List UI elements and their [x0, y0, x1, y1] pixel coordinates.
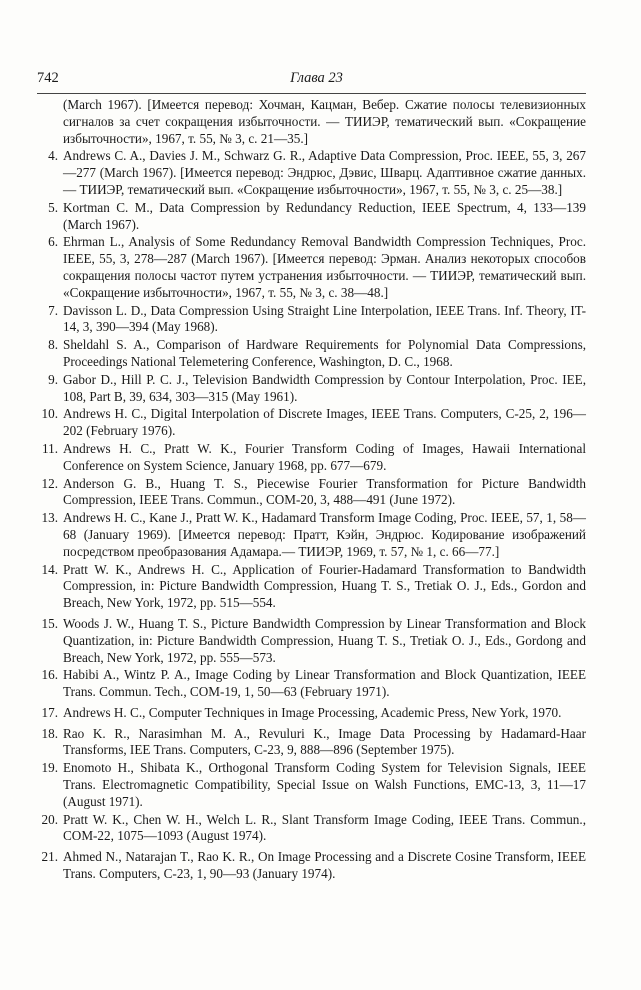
reference-item [0, 441, 641, 475]
reference-item [0, 148, 641, 198]
reference-number: 19. [41, 760, 58, 776]
reference-text: Andrews C. A., Davies J. M., Schwarz G. R., Adaptive Data Compression, Proc. IEEE, 55, 3, 267—277 (March 1967). [Имеется перевод: Эндрюс, Дэвис, Шварц. Адаптивное сжатие данных. — ТИИЭР, тематический вып. «Сокращение избыточности», 1967, т. 55, № 3, с. 25—38.] [63, 148, 586, 197]
reference-number: 12. [41, 475, 58, 491]
reference-text: Gabor D., Hill P. C. J., Television Bandwidth Compression by Contour Interpolation, Proc. IEE, 108, Part B, 39, 634, 303—315 (May 1961). [63, 371, 586, 404]
header-divider [37, 93, 586, 94]
reference-number: 18. [41, 725, 58, 741]
reference-item [0, 337, 641, 371]
reference-number: 16. [41, 667, 58, 683]
reference-item [0, 234, 641, 301]
reference-text: Davisson L. D., Data Compression Using Straight Line Interpolation, IEEE Trans. Inf. Theory, IT-14, 3, 390—394 (May 1968). [63, 302, 586, 335]
reference-text: Andrews H. C., Kane J., Pratt W. K., Hadamard Transform Image Coding, Proc. IEEE, 57, 1, 58—68 (January 1969). [Имеется перевод: Пратт, Кэйн, Эндрюс. Кодирование изображений посредством преобразования Адамара.— ТИИЭР, 1969, т. 57, № 1, с. 66—77.] [63, 510, 586, 559]
reference-text: Rao K. R., Narasimhan M. A., Revuluri K., Image Data Processing by Hadamard-Haar Transforms, IEE Trans. Computers, C-23, 9, 888—896 (September 1975). [63, 725, 586, 758]
reference-text: Ehrman L., Analysis of Some Redundancy Removal Bandwidth Compression Techniques, Proc. IEEE, 55, 3, 278—287 (March 1967). [Имеется перевод: Эрман. Анализ некоторых способов сокращения полосы частот путем устранения избыточности. — ТИИЭР, тематический вып. «Сокращение избыточности», 1967, т. 55, № 3, с. 38—48.] [63, 234, 586, 300]
running-title: Глава 23 [290, 70, 343, 86]
reference-item [0, 726, 641, 760]
reference-item [0, 97, 641, 147]
reference-text: Ahmed N., Natarajan T., Rao K. R., On Image Processing and a Discrete Cosine Transform, IEEE Trans. Computers, C-23, 1, 90—93 (January 1974). [63, 849, 586, 882]
reference-text: Habibi A., Wintz P. A., Image Coding by Linear Transformation and Block Quantization, IEEE Trans. Commun. Tech., COM-19, 1, 50—63 (February 1971). [63, 667, 586, 700]
reference-number: 6. [48, 234, 58, 250]
reference-text: (March 1967). [Имеется перевод: Хочман, Кацман, Вебер. Сжатие полосы телевизионных сигналов за счет сокращения избыточности. — ТИИЭР, тематический вып. «Сокращение избыточности», 1967, т. 55, № 3, с. 21—35.] [63, 97, 586, 146]
page-header [37, 70, 586, 90]
reference-item [0, 616, 641, 666]
reference-item [0, 406, 641, 440]
reference-number: 11. [42, 440, 58, 456]
reference-item [0, 510, 641, 560]
reference-number: 5. [48, 199, 58, 215]
page-number: 742 [37, 70, 59, 86]
reference-number: 9. [48, 371, 58, 387]
reference-item [0, 200, 641, 234]
reference-item [0, 667, 641, 701]
reference-number: 20. [41, 811, 58, 827]
reference-item [0, 812, 641, 846]
reference-number: 17. [41, 704, 58, 720]
reference-number: 7. [48, 302, 58, 318]
reference-item [0, 476, 641, 510]
reference-item [0, 849, 641, 883]
reference-item [0, 760, 641, 810]
reference-text: Anderson G. B., Huang T. S., Piecewise Fourier Transformation for Picture Bandwidth Compression, IEEE Trans. Commun., COM-20, 3, 488—491 (June 1972). [63, 475, 586, 508]
reference-item [0, 372, 641, 406]
reference-number: 14. [41, 561, 58, 577]
reference-number: 8. [48, 337, 58, 353]
reference-text: Pratt W. K., Chen W. H., Welch L. R., Slant Transform Image Coding, IEEE Trans. Commun., COM-22, 1075—1093 (August 1974). [63, 811, 586, 844]
reference-text: Woods J. W., Huang T. S., Picture Bandwidth Compression by Linear Transformation and Block Quantization, in: Picture Bandwidth Compression, Huang T. S., Tretiak O. J., Eds., Gordong and Breach, New York, 1972, pp. 555—573. [63, 615, 586, 665]
reference-number: 4. [48, 148, 58, 164]
reference-text: Andrews H. C., Digital Interpolation of Discrete Images, IEEE Trans. Computers, C-25, 2, 196—202 (February 1976). [63, 406, 586, 439]
reference-item [0, 562, 641, 612]
reference-text: Kortman C. M., Data Compression by Redundancy Reduction, IEEE Spectrum, 4, 133—139 (March 1967). [63, 199, 586, 232]
reference-number: 10. [41, 406, 58, 422]
reference-text: Andrews H. C., Computer Techniques in Image Processing, Academic Press, New York, 1970. [63, 704, 562, 720]
reference-text: Sheldahl S. A., Comparison of Hardware Requirements for Polynomial Data Compressions, Proceedings National Telemetering Conference, Washington, D. C., 1968. [63, 337, 586, 369]
reference-text: Andrews H. C., Pratt W. K., Fourier Transform Coding of Images, Hawaii International Conference on System Science, January 1968, pp. 677—679. [63, 440, 586, 473]
reference-number: 15. [41, 615, 58, 631]
reference-number: 21. [41, 849, 58, 865]
reference-item [0, 303, 641, 337]
reference-item [0, 705, 641, 722]
reference-number: 13. [41, 510, 58, 526]
reference-text: Pratt W. K., Andrews H. C., Application of Fourier-Hadamard Transformation to Bandwidth Compression, in: Picture Bandwidth Compression, Huang T. S., Tretiak O. J., Eds., Gordon and Breach, New York, 1972, pp. 515—554. [63, 561, 586, 611]
reference-text: Enomoto H., Shibata K., Orthogonal Transform Coding System for Television Signals, IEEE Trans. Electromagnetic Compatibility, Special Issue on Walsh Functions, EMC-13, 3, 11—17 (August 1971). [63, 760, 586, 809]
reference-list [0, 97, 641, 884]
